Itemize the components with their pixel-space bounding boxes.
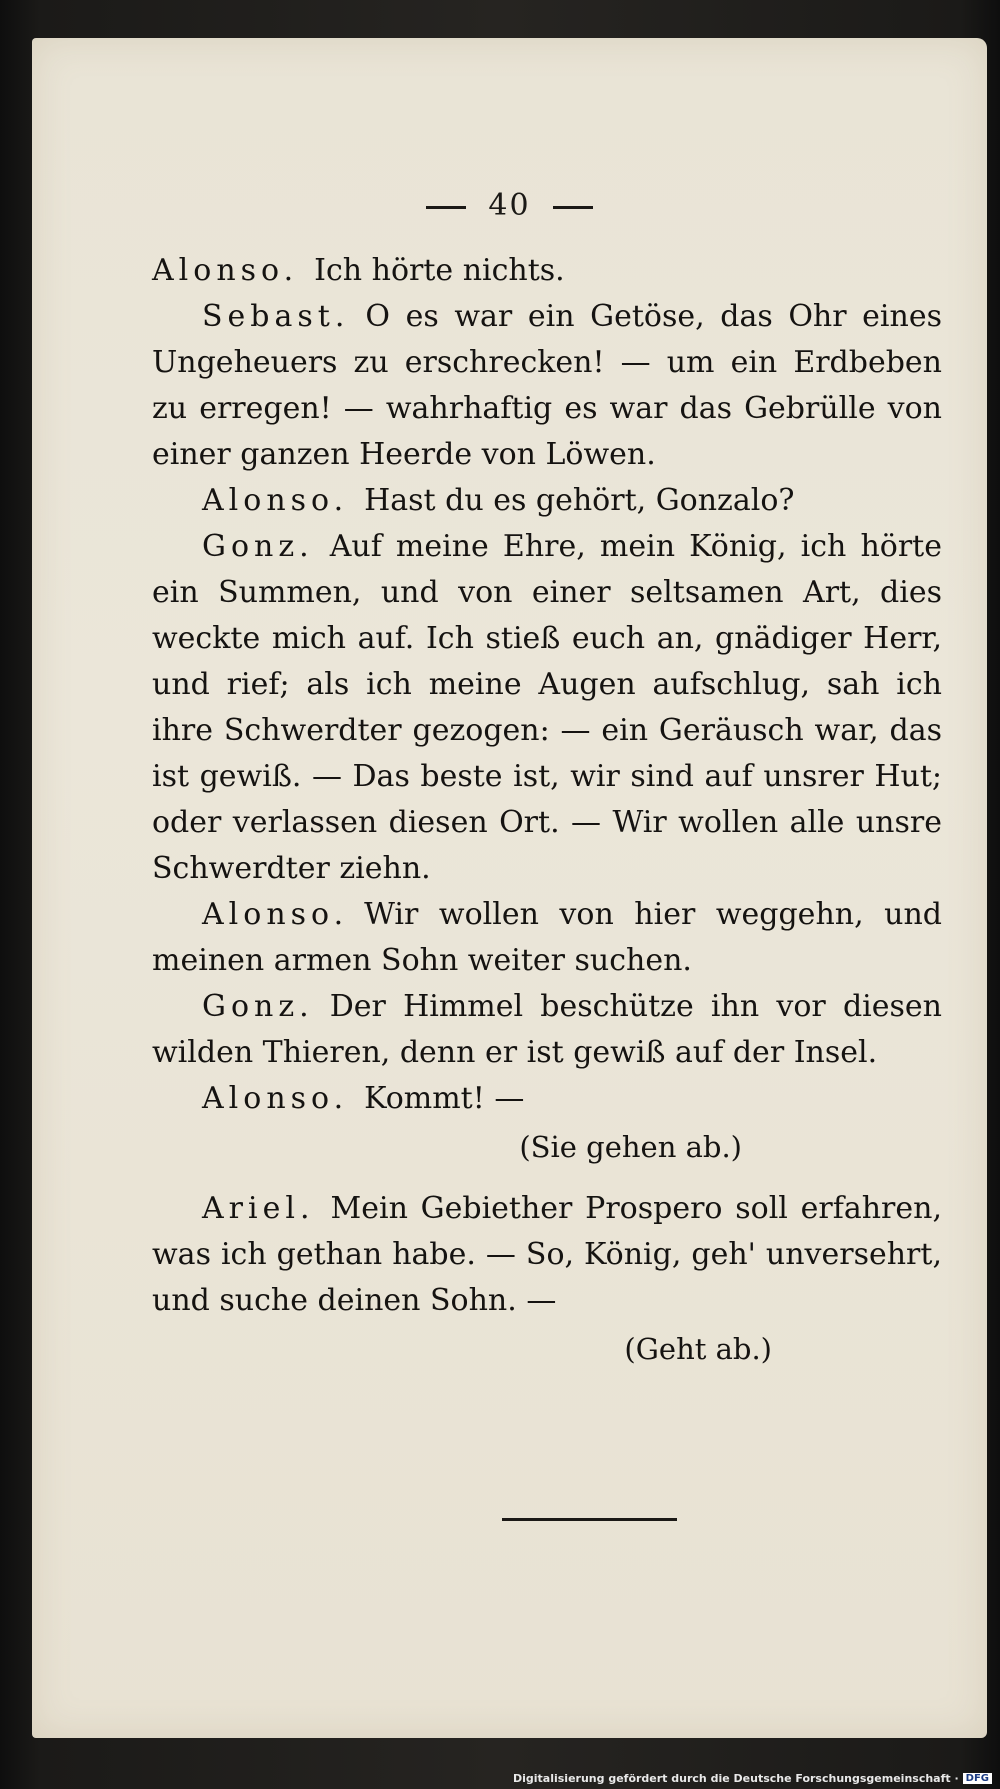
line-text: Kommt! — — [364, 1081, 525, 1116]
line-text: Ich hörte nichts. — [314, 253, 565, 288]
page-number-header — [32, 188, 987, 223]
stage-direction-exit-ariel: (Geht ab.) — [624, 1332, 772, 1366]
paragraph-alonso-2 — [152, 478, 942, 524]
speaker-name: Alonso. — [202, 483, 349, 518]
page-number: 40 — [488, 188, 531, 223]
dfg-logo: DFG — [963, 1773, 992, 1784]
digitization-footer — [513, 1772, 992, 1785]
speaker-name: Sebast. — [202, 299, 350, 334]
dialogue-text — [152, 248, 942, 1388]
speaker-name: Ariel. — [202, 1191, 315, 1226]
line-text: Hast du es gehört, Gonzalo? — [364, 483, 795, 518]
speaker-name: Alonso. — [202, 1081, 349, 1116]
paragraph-alonso-4 — [152, 1076, 942, 1122]
end-rule — [502, 1518, 677, 1521]
line-text: O es war ein Getöse, das Ohr eines Ungeheuers zu erschrecken! — um ein Erdbeben zu erregen! — wahrhaftig es war das Gebrülle von einer ganzen Heerde von Löwen. — [152, 299, 942, 472]
speaker-name: Gonz. — [202, 529, 314, 564]
line-text: Mein Gebiether Prospero soll erfahren, was ich gethan habe. — So, König, geh' unversehrt, und suche deinen Sohn. — — [152, 1191, 942, 1318]
line-text: Der Himmel beschütze ihn vor diesen wilden Thieren, denn er ist gewiß auf der Insel. — [152, 989, 942, 1070]
right-dash — [553, 206, 593, 209]
line-text: Wir wollen von hier weggehn, und meinen armen Sohn weiter suchen. — [152, 897, 942, 978]
book-page — [32, 38, 987, 1738]
left-dash — [426, 206, 466, 209]
speaker-name: Gonz. — [202, 989, 314, 1024]
paragraph-alonso-3 — [152, 892, 942, 984]
paragraph-gonzalo-1 — [152, 524, 942, 892]
stage-direction-exit-all: (Sie gehen ab.) — [519, 1130, 742, 1164]
paragraph-ariel — [152, 1186, 942, 1324]
footer-text: Digitalisierung gefördert durch die Deutsche Forschungsgemeinschaft · — [512, 1772, 959, 1785]
paragraph-gonzalo-2 — [152, 984, 942, 1076]
line-text: Auf meine Ehre, mein König, ich hörte ein Summen, und von einer seltsamen Art, dies weckte mich auf. Ich stieß euch an, gnädiger Herr, und rief; als ich meine Augen aufschlug, sah ich ihre Schwerdter gezogen: — ein Geräusch war, das ist gewiß. — Das beste ist, wir sind auf unsrer Hut; oder verlassen diesen Ort. — Wir wollen alle unsre Schwerdter ziehn. — [152, 529, 942, 886]
paragraph-sebastian — [152, 294, 942, 478]
speaker-name: Alonso. — [152, 253, 299, 288]
speaker-name: Alonso. — [202, 897, 349, 932]
paragraph-alonso-1 — [152, 248, 942, 294]
